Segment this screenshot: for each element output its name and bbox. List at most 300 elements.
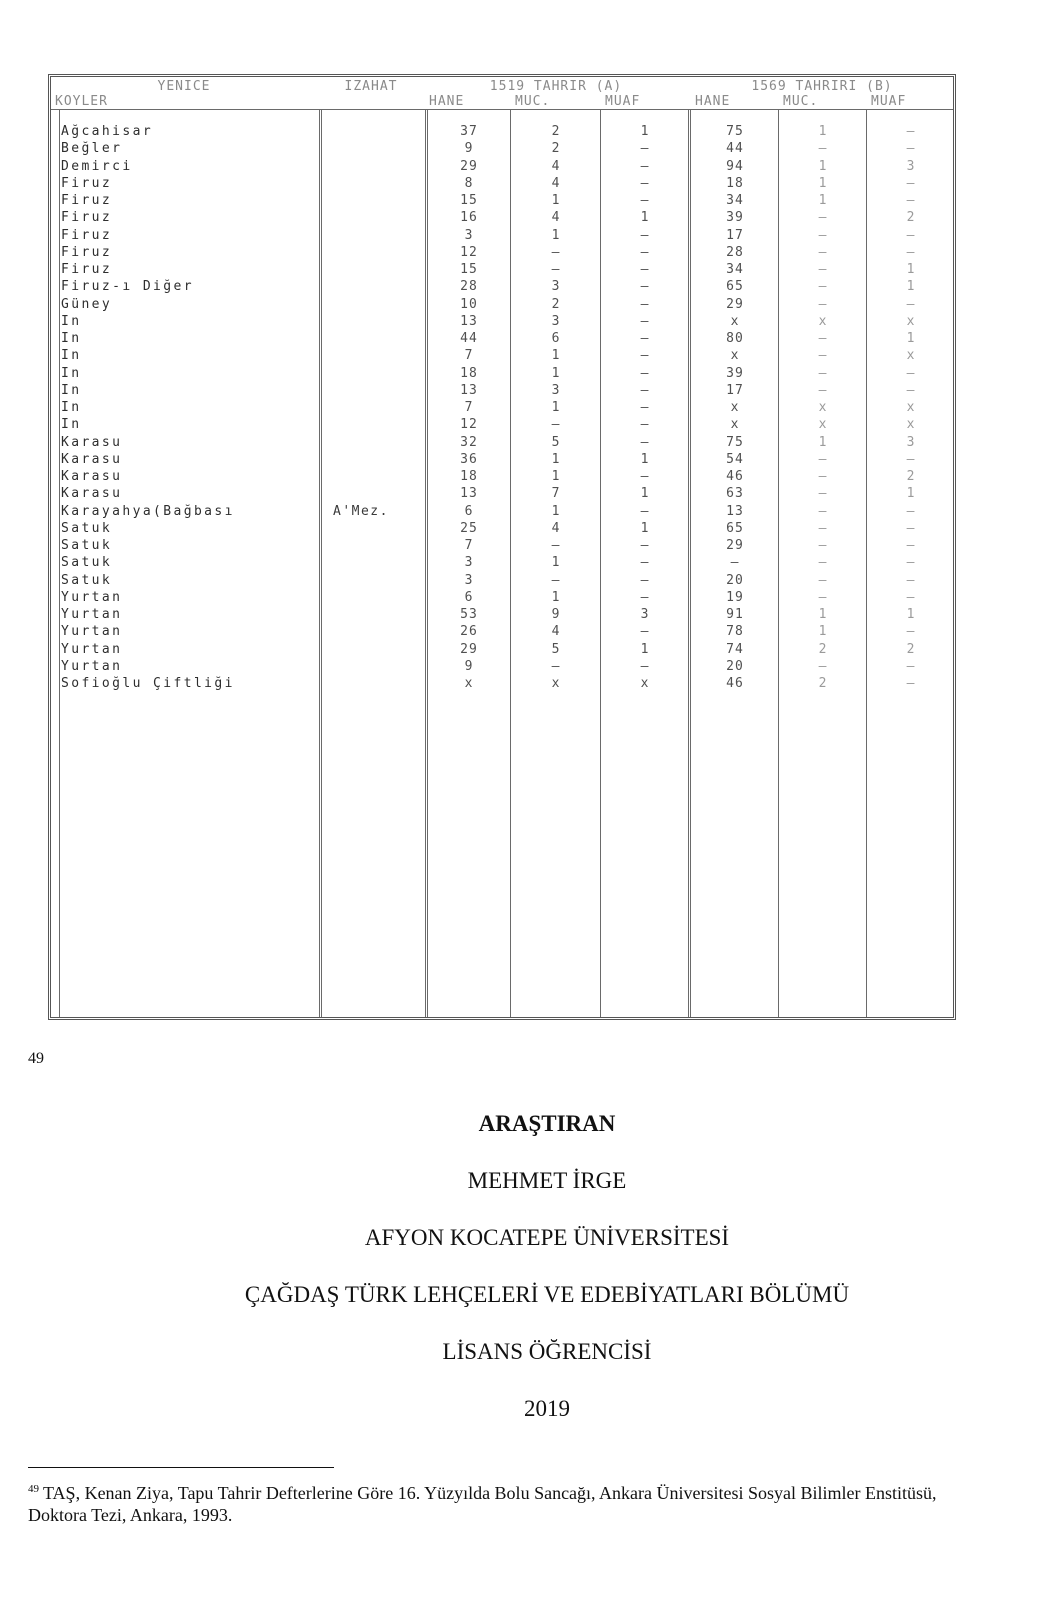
cell-b-muaf: — (906, 503, 916, 519)
cell-b-muc: 1 (818, 434, 828, 450)
cell-a-hane: 8 (464, 175, 474, 191)
cell-a-muc: 2 (551, 296, 561, 312)
page-number: 49 (28, 1050, 44, 1067)
cell-b-muc: — (818, 520, 828, 536)
cell-a-muaf: 1 (640, 641, 650, 657)
cell-a-muc: 1 (551, 555, 561, 571)
cell-a-hane: 37 (460, 124, 478, 139)
cell-a-muaf: — (640, 365, 650, 381)
cell-a-muaf: 1 (640, 124, 650, 139)
cell-a-muc: 4 (551, 210, 561, 226)
cell-b-hane: — (730, 555, 740, 571)
cell-a-muaf: — (640, 175, 650, 191)
cell-a-muaf: 1 (640, 451, 650, 467)
cell-a-muaf: — (640, 313, 650, 329)
cell-b-muaf: — (906, 124, 916, 139)
cell-b-muc: — (818, 589, 828, 605)
cell-a-muc: 3 (551, 279, 561, 295)
cell-b-muaf: — (906, 227, 916, 243)
cell-b-hane: 75 (726, 124, 744, 139)
table-row (51, 485, 953, 502)
table-row (51, 261, 953, 278)
cell-b-muaf: — (906, 244, 916, 260)
cell-b-muc: — (818, 451, 828, 467)
table-row (51, 503, 953, 520)
cell-a-muc: — (551, 572, 561, 588)
cell-village: Beğler (61, 141, 123, 157)
cell-b-muc: 1 (818, 158, 828, 174)
author-name: MEHMET İRGE (467, 1168, 627, 1193)
cell-village: Firuz (61, 244, 113, 260)
cell-a-muc: 4 (551, 624, 561, 640)
cell-izahat (333, 278, 429, 295)
table-row (51, 658, 953, 675)
table-row (51, 606, 953, 623)
cell-b-muc: — (818, 331, 828, 346)
header-a-muaf: MUAF (605, 94, 641, 109)
header-village (51, 77, 317, 109)
cell-izahat: A'Mez. (333, 503, 389, 519)
cell-b-muc: x (818, 400, 828, 415)
cell-izahat (333, 347, 429, 364)
cell-b-muc: — (818, 279, 828, 295)
cell-izahat (333, 382, 429, 399)
cell-village: In (61, 365, 82, 381)
cell-b-muaf: — (906, 451, 916, 467)
table-row (51, 365, 953, 382)
cell-a-muc: — (551, 417, 561, 433)
cell-b-muc: 2 (818, 641, 828, 657)
cell-b-hane: 29 (726, 296, 744, 312)
cell-village: Satuk (61, 520, 113, 536)
cell-a-muc: x (551, 676, 561, 691)
cell-a-hane: 3 (464, 227, 474, 243)
cell-a-hane: 15 (460, 262, 478, 277)
cell-a-muc: 4 (551, 175, 561, 191)
cell-b-muc: — (818, 555, 828, 571)
cell-b-muc: — (818, 141, 828, 157)
cell-b-muaf: — (906, 141, 916, 157)
header-village-bottom: KOYLER (55, 94, 108, 109)
cell-village: Firuz (61, 175, 113, 191)
cell-a-muaf: — (640, 227, 650, 243)
cell-izahat (333, 468, 429, 485)
cell-izahat (333, 520, 429, 537)
cell-village: Güney (61, 296, 113, 312)
cell-village: In (61, 348, 82, 364)
table-row (51, 623, 953, 640)
table-row (51, 382, 953, 399)
header-izahat-label: IZAHAT (344, 79, 398, 94)
cell-a-muc: 6 (551, 331, 561, 346)
cell-b-hane: 91 (726, 607, 744, 622)
cell-a-hane: 12 (460, 417, 478, 433)
cell-izahat (333, 158, 429, 175)
scanned-table (48, 74, 956, 1020)
cell-b-hane: 94 (726, 158, 744, 174)
author-department: ÇAĞDAŞ TÜRK LEHÇELERİ VE EDEBİYATLARI BÖLÜMÜ (244, 1282, 850, 1307)
cell-a-muc: 4 (551, 520, 561, 536)
cell-a-muc: — (551, 658, 561, 674)
cell-a-muc: 1 (551, 589, 561, 605)
cell-izahat (333, 537, 429, 554)
cell-a-hane: 9 (464, 141, 474, 157)
cell-b-hane: 46 (726, 469, 744, 484)
cell-village: Firuz (61, 262, 113, 277)
cell-a-hane: 3 (464, 572, 474, 588)
cell-a-muaf: — (640, 658, 650, 674)
header-group-b-label: 1569 TAHRIRI (B) (751, 79, 893, 94)
table-row (51, 572, 953, 589)
footnote-rule (28, 1467, 334, 1468)
cell-b-muaf: 2 (906, 641, 916, 657)
cell-village: Firuz (61, 193, 113, 208)
cell-a-muaf: — (640, 244, 650, 260)
cell-village: Sofioğlu Çiftliği (61, 676, 235, 691)
table-body (51, 109, 953, 1017)
cell-village: Karasu (61, 451, 123, 467)
cell-izahat (333, 606, 429, 623)
cell-b-hane: 39 (726, 365, 744, 381)
table-row (51, 123, 953, 140)
cell-b-hane: 54 (726, 451, 744, 467)
cell-a-muaf: 3 (640, 607, 650, 622)
cell-izahat (333, 296, 429, 313)
author-title: ARAŞTIRAN (478, 1111, 616, 1136)
cell-a-muc: 1 (551, 451, 561, 467)
cell-b-muaf: — (906, 520, 916, 536)
cell-b-muc: — (818, 262, 828, 277)
cell-a-muaf: — (640, 193, 650, 208)
cell-a-muaf: — (640, 538, 650, 553)
cell-a-muc: 1 (551, 503, 561, 519)
cell-a-muc: 1 (551, 469, 561, 484)
cell-a-muc: 1 (551, 227, 561, 243)
footnote-number: 49 (28, 1483, 39, 1495)
cell-b-muc: 1 (818, 175, 828, 191)
cell-b-hane: 34 (726, 262, 744, 277)
cell-a-muc: 9 (551, 607, 561, 622)
table-row (51, 140, 953, 157)
cell-b-muaf: x (906, 348, 916, 364)
cell-a-hane: 15 (460, 193, 478, 208)
cell-b-hane: x (730, 313, 740, 329)
header-b-muaf: MUAF (871, 94, 907, 109)
table-row (51, 330, 953, 347)
cell-izahat (333, 313, 429, 330)
cell-b-muaf: — (906, 572, 916, 588)
cell-b-muaf: 2 (906, 210, 916, 226)
cell-b-muc: — (818, 469, 828, 484)
cell-a-hane: 6 (464, 589, 474, 605)
cell-b-muaf: — (906, 382, 916, 398)
cell-a-hane: 53 (460, 607, 478, 622)
cell-a-hane: 13 (460, 486, 478, 502)
cell-a-muc: 3 (551, 382, 561, 398)
cell-a-muaf: — (640, 572, 650, 588)
cell-a-muc: 7 (551, 486, 561, 502)
cell-b-hane: 39 (726, 210, 744, 226)
cell-b-muaf: x (906, 313, 916, 329)
cell-izahat (333, 227, 429, 244)
cell-a-hane: 25 (460, 520, 478, 536)
author-university: AFYON KOCATEPE ÜNİVERSİTESİ (364, 1225, 730, 1250)
cell-izahat (333, 244, 429, 261)
cell-a-muaf: — (640, 348, 650, 364)
cell-a-hane: 29 (460, 641, 478, 657)
cell-a-hane: 9 (464, 658, 474, 674)
table-row (51, 641, 953, 658)
cell-b-muc: — (818, 348, 828, 364)
cell-a-muaf: — (640, 624, 650, 640)
cell-b-muaf: 1 (906, 607, 916, 622)
cell-b-muaf: — (906, 624, 916, 640)
cell-a-hane: 32 (460, 434, 478, 450)
cell-a-hane: 7 (464, 348, 474, 364)
header-a-hane: HANE (429, 94, 465, 109)
table-row (51, 554, 953, 571)
cell-a-muaf: 1 (640, 486, 650, 502)
cell-a-muc: 2 (551, 141, 561, 157)
cell-a-muc: 1 (551, 400, 561, 415)
cell-izahat (333, 175, 429, 192)
cell-izahat (333, 451, 429, 468)
cell-b-muaf: x (906, 417, 916, 433)
cell-a-muaf: 1 (640, 520, 650, 536)
cell-b-hane: 19 (726, 589, 744, 605)
cell-a-hane: 6 (464, 503, 474, 519)
cell-b-hane: 29 (726, 538, 744, 553)
cell-izahat (333, 365, 429, 382)
cell-b-muaf: 1 (906, 262, 916, 277)
cell-a-muc: 1 (551, 365, 561, 381)
cell-b-muaf: — (906, 676, 916, 691)
cell-a-hane: 13 (460, 382, 478, 398)
cell-a-hane: 7 (464, 538, 474, 553)
table-row (51, 244, 953, 261)
cell-izahat (333, 209, 429, 226)
cell-a-hane: 29 (460, 158, 478, 174)
cell-b-muaf: 1 (906, 486, 916, 502)
cell-b-muaf: 2 (906, 469, 916, 484)
cell-a-hane: 44 (460, 331, 478, 346)
cell-b-hane: 46 (726, 676, 744, 691)
cell-b-muaf: 3 (906, 158, 916, 174)
cell-a-muaf: — (640, 262, 650, 277)
cell-village: In (61, 382, 82, 398)
table-row (51, 537, 953, 554)
cell-b-muaf: — (906, 365, 916, 381)
cell-b-muaf: — (906, 193, 916, 208)
cell-a-muaf: — (640, 417, 650, 433)
table-row (51, 175, 953, 192)
table-row (51, 589, 953, 606)
cell-a-muaf: — (640, 158, 650, 174)
footnote (28, 1478, 988, 1526)
table-row (51, 416, 953, 433)
cell-b-hane: 17 (726, 382, 744, 398)
cell-village: Karasu (61, 486, 123, 502)
cell-b-hane: 75 (726, 434, 744, 450)
cell-village: Satuk (61, 572, 113, 588)
cell-village: In (61, 313, 82, 329)
cell-village: In (61, 417, 82, 433)
cell-a-hane: 18 (460, 365, 478, 381)
cell-a-muaf: — (640, 331, 650, 346)
cell-village: Karasu (61, 434, 123, 450)
cell-a-muaf: — (640, 469, 650, 484)
cell-village: Karayahya(Bağbası (61, 503, 235, 519)
cell-izahat (333, 140, 429, 157)
cell-a-muaf: — (640, 503, 650, 519)
header-b-hane: HANE (695, 94, 731, 109)
table-row (51, 399, 953, 416)
cell-a-hane: 36 (460, 451, 478, 467)
cell-b-muaf: 1 (906, 331, 916, 346)
cell-b-muaf: — (906, 538, 916, 553)
cell-b-hane: 28 (726, 244, 744, 260)
cell-a-hane: 3 (464, 555, 474, 571)
cell-village: Firuz-ı Diğer (61, 279, 194, 295)
header-izahat (319, 77, 423, 109)
table-row (51, 313, 953, 330)
cell-b-hane: 74 (726, 641, 744, 657)
cell-izahat (333, 485, 429, 502)
cell-izahat (333, 192, 429, 209)
cell-izahat (333, 416, 429, 433)
cell-village: In (61, 400, 82, 415)
cell-a-hane: 26 (460, 624, 478, 640)
cell-b-muc: x (818, 313, 828, 329)
cell-a-muc: — (551, 262, 561, 277)
cell-b-hane: 34 (726, 193, 744, 208)
author-status: LİSANS ÖĞRENCİSİ (442, 1339, 652, 1364)
cell-izahat (333, 261, 429, 278)
cell-b-muaf: 3 (906, 434, 916, 450)
cell-a-hane: 12 (460, 244, 478, 260)
cell-village: Yurtan (61, 624, 123, 640)
table-row (51, 675, 953, 692)
table-row (51, 347, 953, 364)
cell-b-hane: 63 (726, 486, 744, 502)
cell-b-muc: 1 (818, 124, 828, 139)
cell-izahat (333, 399, 429, 416)
cell-village: Satuk (61, 555, 113, 571)
cell-b-hane: 18 (726, 175, 744, 191)
table-row (51, 520, 953, 537)
cell-b-hane: 44 (726, 141, 744, 157)
cell-izahat (333, 658, 429, 675)
cell-village: Yurtan (61, 607, 123, 622)
cell-b-muaf: — (906, 658, 916, 674)
cell-a-muc: 5 (551, 641, 561, 657)
cell-b-muc: — (818, 227, 828, 243)
cell-b-muaf: 1 (906, 279, 916, 295)
cell-village: Satuk (61, 538, 113, 553)
cell-b-hane: 20 (726, 658, 744, 674)
cell-a-muaf: — (640, 141, 650, 157)
cell-a-muc: — (551, 538, 561, 553)
cell-b-hane: 65 (726, 520, 744, 536)
table-row (51, 209, 953, 226)
cell-b-muc: — (818, 244, 828, 260)
cell-a-muc: 1 (551, 348, 561, 364)
cell-a-muaf: — (640, 434, 650, 450)
table-row (51, 158, 953, 175)
cell-a-muc: 4 (551, 158, 561, 174)
cell-b-hane: 13 (726, 503, 744, 519)
cell-b-muc: — (818, 486, 828, 502)
cell-b-muc: 1 (818, 624, 828, 640)
cell-village: Karasu (61, 469, 123, 484)
author-year: 2019 (524, 1396, 570, 1421)
cell-b-muaf: x (906, 400, 916, 415)
cell-b-hane: 20 (726, 572, 744, 588)
cell-b-muc: — (818, 382, 828, 398)
cell-b-hane: 80 (726, 331, 744, 346)
cell-izahat (333, 623, 429, 640)
cell-a-muaf: — (640, 296, 650, 312)
cell-izahat (333, 123, 429, 140)
cell-izahat (333, 675, 429, 692)
cell-village: In (61, 331, 82, 346)
cell-village: Yurtan (61, 658, 123, 674)
cell-a-muaf: x (640, 676, 650, 691)
cell-b-hane: x (730, 400, 740, 415)
cell-a-muaf: — (640, 400, 650, 415)
cell-b-muc: x (818, 417, 828, 433)
cell-b-hane: x (730, 417, 740, 433)
cell-izahat (333, 572, 429, 589)
cell-a-muaf: — (640, 555, 650, 571)
cell-b-muc: — (818, 658, 828, 674)
cell-a-muc: — (551, 244, 561, 260)
cell-a-muaf: — (640, 382, 650, 398)
cell-b-muc: — (818, 538, 828, 553)
cell-izahat (333, 330, 429, 347)
cell-b-muc: 2 (818, 676, 828, 691)
cell-izahat (333, 434, 429, 451)
cell-izahat (333, 641, 429, 658)
table-header (51, 77, 953, 110)
cell-a-hane: 7 (464, 400, 474, 415)
header-group-a-label: 1519 TAHRIR (A) (489, 79, 623, 94)
cell-b-muc: — (818, 503, 828, 519)
footnote-text: TAŞ, Kenan Ziya, Tapu Tahrir Defterlerine Göre 16. Yüzyılda Bolu Sancağı, Ankara Üniversitesi Sosyal Bilimler Enstitüsü, Doktora Tezi, Ankara, 1993. (28, 1483, 937, 1525)
table-row (51, 227, 953, 244)
cell-village: Firuz (61, 210, 113, 226)
table-rows (51, 123, 953, 692)
cell-a-muaf: — (640, 279, 650, 295)
cell-a-hane: 28 (460, 279, 478, 295)
cell-b-hane: 17 (726, 227, 744, 243)
cell-b-muc: 1 (818, 193, 828, 208)
table-row (51, 451, 953, 468)
cell-b-muaf: — (906, 175, 916, 191)
cell-a-hane: 16 (460, 210, 478, 226)
cell-a-muc: 5 (551, 434, 561, 450)
table-row (51, 468, 953, 485)
cell-a-muc: 3 (551, 313, 561, 329)
cell-a-muaf: 1 (640, 210, 650, 226)
cell-a-hane: 18 (460, 469, 478, 484)
cell-b-muc: — (818, 210, 828, 226)
cell-a-muc: 2 (551, 124, 561, 139)
cell-b-muc: 1 (818, 607, 828, 622)
cell-a-hane: 10 (460, 296, 478, 312)
cell-b-muaf: — (906, 555, 916, 571)
cell-a-hane: x (464, 676, 474, 691)
